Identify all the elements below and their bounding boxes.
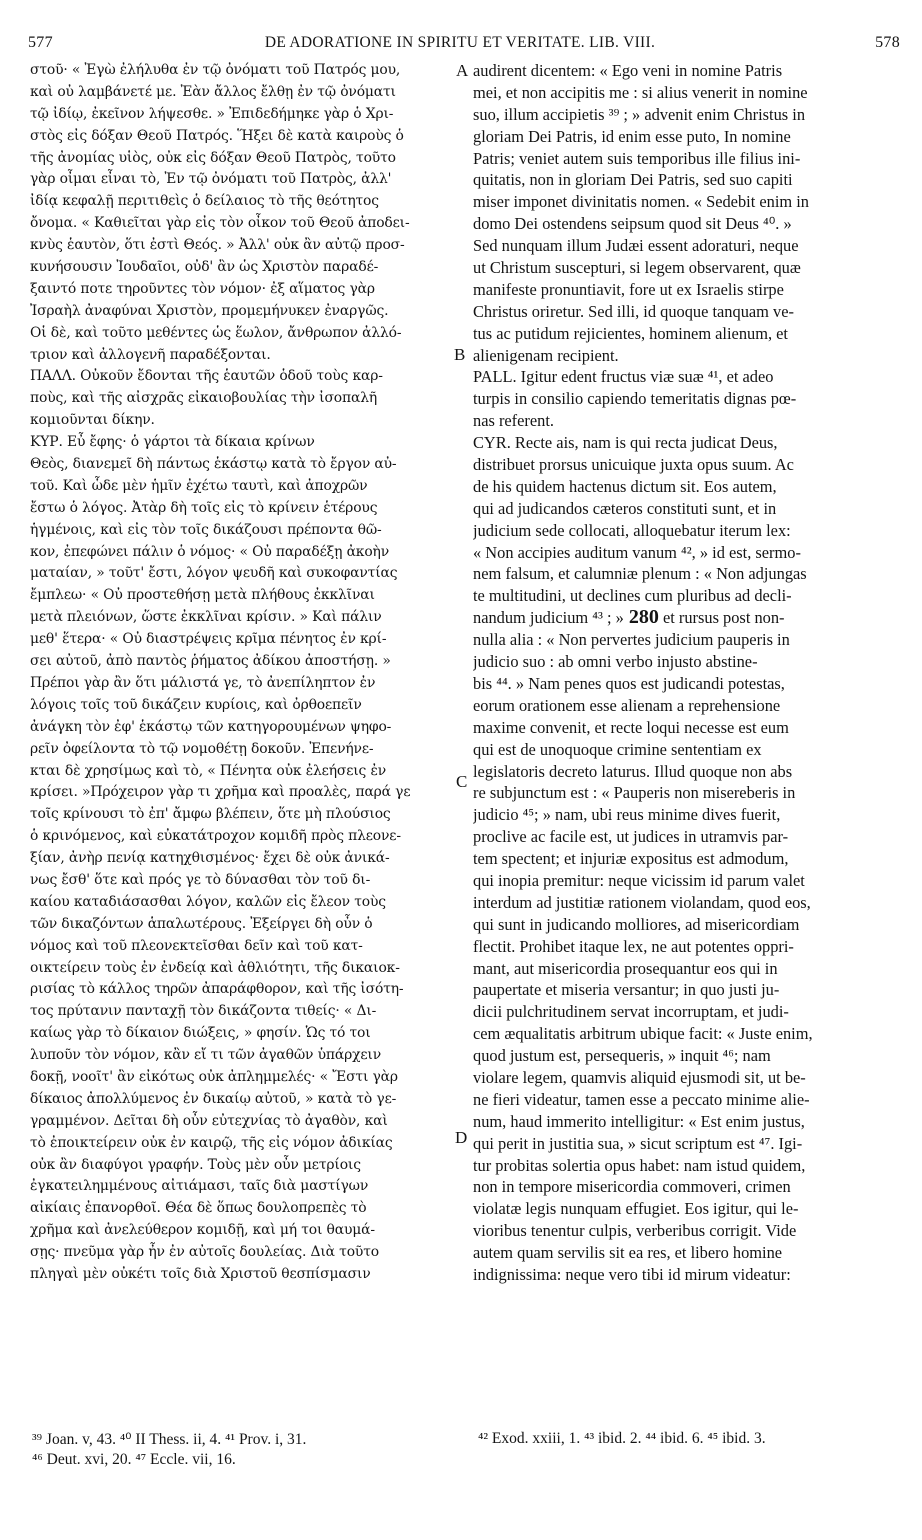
latin-text-line: eorum orationem esse alienam a reprehensione bbox=[473, 695, 781, 715]
greek-text-line: σει αὐτοῦ, ἀπὸ παντὸς ῥήματος ἀδίκου ἀποστήσῃ. » bbox=[30, 653, 391, 670]
left-page-number: 577 bbox=[28, 34, 53, 51]
greek-text-line: αἰκίαις ἐπανορθοῖ. Θέα δὲ ὅπως δουλοπρεπὲς τὸ bbox=[30, 1200, 367, 1217]
greek-text-line: ἀνάγκη τὸν ἐφ' ἑκάστῳ τῶν κατηγορουμένων ψηφο- bbox=[30, 718, 392, 735]
footnotes-right-line-1: ⁴² Exod. xxiii, 1. ⁴³ ibid. 2. ⁴⁴ ibid. 6. ⁴⁵ ibid. 3. bbox=[478, 1430, 766, 1447]
footnotes-left-line-1: ³⁹ Joan. v, 43. ⁴⁰ II Thess. ii, 4. ⁴¹ Prov. i, 31. bbox=[32, 1431, 307, 1448]
greek-text-line: ἔστω ὁ λόγος. Ἀτὰρ δὴ τοῖς εἰς τὸ κρίνειν ἑτέρους bbox=[30, 499, 378, 516]
latin-text-line: nulla alia : « Non pervertes judicium pauperis in bbox=[473, 630, 790, 650]
latin-text-line: judicio suo : ab omni verbo injusto abstine- bbox=[473, 652, 758, 672]
latin-text-line: tus ac putidum rejicientes, hominem alienum, et bbox=[473, 323, 788, 343]
latin-text-line: mant, aut misericordia prosequantur eos qui in bbox=[473, 958, 778, 978]
greek-text-line: δοκῇ, νοοῖτ' ἂν εἰκότως οὐκ ἀπλημμελές· « Ἔστι γὰρ bbox=[30, 1068, 398, 1085]
latin-text-line: indignissima: neque vero tibi id mirum videatur: bbox=[473, 1264, 791, 1284]
latin-text-line: alienigenam recipient. bbox=[473, 345, 619, 365]
greek-text-line: ὁ κρινόμενος, καὶ εὐκατάτροχον κομιδῆ πρὸς πλεονε- bbox=[30, 828, 401, 845]
greek-text-line: λυποῦν τὸν νόμον, κἂν εἴ τι τῶν ἀγαθῶν ὑπάρχειν bbox=[30, 1047, 382, 1064]
greek-text-line: ξαιντό ποτε τηροῦντες τὸν νόμον· ἐξ αἵματος γὰρ bbox=[30, 280, 375, 297]
latin-text-line: interdum ad justitiæ rationem violandam, quod eos, bbox=[473, 892, 811, 912]
latin-text-line: gloriam Dei Patris, id enim esse puto, In nomine bbox=[473, 126, 791, 146]
latin-text-line: dicii pulchritudinem servat incorruptam, et judi- bbox=[473, 1002, 789, 1022]
latin-text-line: turpis in consilio capiendo temeritatis dignas pœ- bbox=[473, 389, 797, 409]
latin-text-line: re subjunctum est : « Pauperis non misereberis in bbox=[473, 783, 796, 803]
latin-text-line: nem falsum, et calumniæ plenum : « Non adjungas bbox=[473, 564, 807, 584]
latin-text-line: mei, et non accipitis me : si alius venerit in nomine bbox=[473, 82, 808, 102]
greek-text-line: Ἰσραὴλ ἀναφύναι Χριστὸν, προμεμήνυκεν ἐναργῶς. bbox=[30, 302, 389, 319]
greek-text-line: τὸ ἐποικτείρειν οὐκ ἐν καιρῷ, τῆς εἰς νόμον ἀδικίας bbox=[30, 1134, 393, 1151]
running-title: DE ADORATIONE IN SPIRITU ET VERITATE. LIB. VIII. bbox=[264, 34, 656, 51]
greek-column bbox=[30, 60, 454, 1286]
latin-text-line: judicium sede collocati, alloquebatur iterum lex: bbox=[473, 520, 791, 540]
latin-text-line: domo Dei ostendens seipsum quod sit Deus ⁴⁰. » bbox=[473, 214, 792, 234]
greek-text-line: Θεὸς, διανεμεῖ δὴ πάντως ἑκάστῳ κατὰ τὸ ἔργον αὐ- bbox=[30, 456, 397, 473]
section-marker-b: B bbox=[454, 345, 466, 364]
latin-text-line: CYR. Recte ais, nam is qui recta judicat Deus, bbox=[473, 433, 778, 453]
greek-text-line: τοῖς κρίνουσι τὸ ἐπ' ἄμφω βλέπειν, ὅτε μὴ πλούσιος bbox=[30, 806, 391, 823]
greek-text-line: ἰδίᾳ κεφαλῇ περιτιθεὶς ὁ δείλαιος τὸ τῆς θεότητος bbox=[30, 193, 379, 210]
latin-text-line: nandum judicium ⁴³ ; » 280 et rursus post non- bbox=[473, 607, 785, 629]
greek-text-line: Πρέποι γὰρ ἂν ὅτι μάλιστά γε, τὸ ἀνεπίληπτον ἐν bbox=[30, 674, 376, 691]
latin-text-line: audirent dicentem: « Ego veni in nomine Patris bbox=[473, 61, 783, 80]
latin-text-line: nas referent. bbox=[473, 411, 554, 431]
latin-text-line: flectit. Prohibet itaque lex, ne aut potentes oppri- bbox=[473, 936, 794, 956]
latin-text-line: qui est de unoquoque crimine sententiam ex bbox=[473, 739, 762, 759]
latin-text-line: cem æqualitatis arbitrum ubique facit: « Juste enim, bbox=[473, 1024, 813, 1044]
greek-text-line: τῆς ἀνομίας υἱὸς, οὐκ εἰς δόξαν Θεοῦ Πατρὸς, τοῦτο bbox=[30, 149, 396, 166]
greek-text-line: ἡγμένοις, καὶ εἰς τὸν τοῖς δικάζουσι πρέποντα θῶ- bbox=[30, 521, 382, 538]
greek-text-line: πληγαὶ μὲν οὐκέτι τοῖς διὰ Χριστοῦ θεσπίσμασιν bbox=[30, 1265, 371, 1282]
page-header bbox=[20, 34, 900, 60]
greek-text-line: ὄνομα. « Καθιεῖται γὰρ εἰς τὸν οἶκον τοῦ Θεοῦ ἀποδει- bbox=[30, 215, 410, 232]
greek-text-line: Οἱ δὲ, καὶ τοῦτο μεθέντες ὡς ἕωλον, ἄνθρωπον ἀλλό- bbox=[30, 324, 402, 341]
latin-text-line: violare legem, quamvis aliquid ejusmodi sit, ut be- bbox=[473, 1067, 806, 1087]
greek-text-line: τοῦ. Καὶ ὧδε μὲν ἡμῖν ἐχέτω ταυτὶ, καὶ ἀποχρῶν bbox=[30, 477, 368, 494]
greek-text-line: στοῦ· « Ἐγὼ ἐλήλυθα ἐν τῷ ὀνόματι τοῦ Πατρός μου, bbox=[30, 62, 401, 78]
greek-text-line: γραμμένον. Δεῖται δὴ οὖν εὐτεχνίας τὸ ἀγαθὸν, καὶ bbox=[30, 1112, 388, 1129]
latin-text-line: paupertate et miseria versantur; in quo justi ju- bbox=[473, 980, 780, 1000]
greek-text-line: λόγοις τοῖς τοῦ δικάζειν κυρίοις, καὶ ὀρθοεπεῖν bbox=[30, 696, 362, 713]
greek-text-line: τος πρύτανιν πανταχῇ τὸν δικάζοντα τιθείς· « Δι- bbox=[30, 1003, 377, 1020]
right-page-number: 578 bbox=[875, 34, 900, 51]
greek-text-line: καίου καταδιάσασθαι λόγον, καλῶν εἰς ἔλεον τοὺς bbox=[30, 893, 386, 910]
greek-text-line: κομιοῦνται δίκην. bbox=[30, 412, 155, 429]
greek-text-line: ρεῖν ὀφείλοντα τὸ τῷ νομοθέτῃ δοκοῦν. Ἐπενήνε- bbox=[30, 740, 374, 757]
latin-text-line: vioribus tenentur culpis, verberibus corrigit. Vide bbox=[473, 1221, 797, 1241]
inline-page-number: 280 bbox=[623, 607, 659, 629]
greek-text-line: χρῆμα καὶ ἀνελεύθερον κομιδῇ, καὶ μή τοι θαυμά- bbox=[30, 1222, 375, 1239]
latin-text-line: autem quam servilis sit ea res, et libero homine bbox=[473, 1243, 783, 1263]
latin-text-line: bis ⁴⁴. » Nam penes quos est judicandi potestas, bbox=[473, 673, 785, 693]
latin-text-line: non in tempore misericordia commoveri, crimen bbox=[473, 1177, 791, 1197]
greek-text-line: οικτείρειν τοὺς ἐν ἐνδείᾳ καὶ ἀθλιότητι, τῆς δικαιοκ- bbox=[30, 959, 400, 976]
greek-text-line: στὸς εἰς δόξαν Θεοῦ Πατρός. Ἥξει δὲ κατὰ καιροὺς ὁ bbox=[30, 127, 404, 144]
latin-text-line: miser imponet divinitatis nomen. « Sedebit enim in bbox=[473, 192, 809, 212]
latin-text-line: « Non accipies auditum vanum ⁴², » id est, sermo- bbox=[473, 542, 801, 562]
section-marker-a: A bbox=[456, 61, 469, 80]
latin-text-line: tur probitas solertia opus habet: nam istud quidem, bbox=[473, 1155, 806, 1175]
latin-text-line: num, haud immerito intelligitur: « Est enim justus, bbox=[473, 1111, 805, 1131]
section-marker-d: D bbox=[455, 1128, 468, 1147]
latin-text-line: Sed nunquam illum Judæi essent adoraturi, neque bbox=[473, 236, 799, 256]
latin-text-line: qui perit in justitia sua, » sicut scriptum est ⁴⁷. Igi- bbox=[473, 1133, 803, 1153]
greek-text-line: μετὰ πλειόνων, ὥστε ἐκκλῖναι κρίσιν. » Καὶ πάλιν bbox=[30, 609, 382, 626]
greek-text-line: τριον καὶ ἀλλογενῆ παραδέξονται. bbox=[30, 346, 271, 363]
latin-text-line: suo, illum accipietis ³⁹ ; » advenit enim Christus in bbox=[473, 104, 806, 124]
greek-text-line: κνὺς ἑαυτὸν, ὅτι ἐστὶ Θεός. » Ἀλλ' οὐκ ἂν αὐτῷ προσ- bbox=[30, 237, 405, 254]
latin-text-line: ne fieri videatur, tamen esse a peccato minime alie- bbox=[473, 1089, 810, 1109]
latin-text-line: qui sunt in judicando molliores, ad misericordiam bbox=[473, 914, 800, 934]
greek-text-line: κται δὲ χρησίμως καὶ τὸ, « Πένητα οὐκ ἐλεήσεις ἐν bbox=[30, 762, 387, 779]
greek-text-line: ΚΥΡ. Εὖ ἔφης· ὁ γάρτοι τὰ δίκαια κρίνων bbox=[30, 434, 315, 451]
latin-text-line: te multitudini, ut declines cum pluribus ad decli- bbox=[473, 586, 792, 606]
greek-text-line: δίκαιος ἀπολλύμενος ἐν δικαίῳ αὐτοῦ, » κατὰ τὸ γε- bbox=[30, 1090, 397, 1107]
greek-text-line: κρίσει. »Πρόχειρον γὰρ τι χρῆμα καὶ προαλὲς, παρά γε bbox=[30, 784, 411, 801]
greek-text-line: ἐγκατειλημμένους αἰτιάμασι, ταῖς διὰ μαστίγων bbox=[30, 1178, 369, 1195]
greek-text-line: σῃς· πνεῦμα γὰρ ἦν ἐν αὐτοῖς δουλείας. Διὰ τοῦτο bbox=[30, 1244, 379, 1261]
greek-text-line: νόμος καὶ τοῦ πλεονεκτεῖσθαι δεῖν καὶ τοῦ κατ- bbox=[30, 937, 363, 954]
latin-text-line: legislatoris decreto laturus. Illud quoque non abs bbox=[473, 761, 793, 781]
latin-text-line: Patris; veniet autem suis temporibus ille filius ini- bbox=[473, 148, 801, 168]
latin-text-line: tem spectent; et injuriæ expositus est admodum, bbox=[473, 849, 789, 869]
latin-text-line: qui inopia premitur: neque vicissim id parum valet bbox=[473, 870, 805, 890]
greek-text-line: ποὺς, καὶ τῆς αἰσχρᾶς εἰκαιοβουλίας τὴν ἰσοπαλῆ bbox=[30, 390, 378, 407]
footnotes-left-line-2: ⁴⁶ Deut. xvi, 20. ⁴⁷ Eccle. vii, 16. bbox=[32, 1451, 236, 1468]
greek-text-line: τῶν δικαζόντων ἁπαλωτέρους. Ἐξείργει δὴ οὖν ὁ bbox=[30, 915, 373, 932]
greek-text-line: ΠΑΛΛ. Οὐκοῦν ἔδονται τῆς ἑαυτῶν ὁδοῦ τοὺς καρ- bbox=[30, 368, 383, 385]
latin-text-line: proclive ac facile est, ut judices in utramvis par- bbox=[473, 827, 789, 847]
greek-text-line: οὐκ ἂν διαφύγοι γραφήν. Τοὺς μὲν οὖν μετρίοις bbox=[30, 1156, 361, 1173]
greek-text-line: καὶ οὐ λαμβάνετέ με. Ἐὰν ἄλλος ἔλθῃ ἐν τῷ ὀνόματι bbox=[30, 83, 396, 100]
latin-text-line: judicio ⁴⁵; » nam, ubi reus minime dives fuerit, bbox=[473, 805, 781, 825]
latin-text-line: quitatis, non in gloriam Dei Patris, sed suo capiti bbox=[473, 170, 793, 190]
greek-text-line: τῷ ἰδίῳ, ἐκεῖνον λήψεσθε. » Ἐπιδεδήμηκε γὰρ ὁ Χρι- bbox=[30, 105, 394, 122]
greek-text-line: ματαίαν, » τοῦτ' ἔστι, λόγον ψευδῆ καὶ συκοφαντίας bbox=[30, 565, 398, 582]
latin-text-line: Christus oriretur. Sed illi, id quoque tanquam ve- bbox=[473, 301, 794, 321]
greek-text-line: κον, ἐπεφώνει πάλιν ὁ νόμος· « Οὐ παραδέξῃ ἀκοὴν bbox=[30, 543, 390, 560]
latin-text-line: ut Christum suscepturi, si legem observarent, quæ bbox=[473, 258, 801, 278]
latin-text-line: PALL. Igitur edent fructus viæ suæ ⁴¹, et adeo bbox=[473, 367, 774, 387]
greek-text-line: κυνήσουσιν Ἰουδαῖοι, οὐδ' ἂν ὡς Χριστὸν παραδέ- bbox=[30, 259, 379, 276]
greek-text-line: γὰρ οἶμαι εἶναι τὸ, Ἐν τῷ ὀνόματι τοῦ Πατρὸς, ἀλλ' bbox=[30, 171, 392, 188]
section-marker-c: C bbox=[456, 772, 468, 791]
greek-text-line: καίως γὰρ τὸ δίκαιον διώξεις, » φησίν. Ὡς τό τοι bbox=[30, 1025, 371, 1042]
latin-text-line: quod justum est, persequeris, » inquit ⁴⁶; nam bbox=[473, 1046, 771, 1066]
greek-text-line: ρισίας τὸ κάλλος τηρῶν ἀπαράφθορον, καὶ τῆς ἰσότη- bbox=[30, 981, 404, 998]
greek-text-line: ξίαν, ἀνὴρ πενίᾳ κατηχθισμένος· ἔχει δὲ οὐκ ἀνικά- bbox=[30, 850, 390, 867]
inline-page-continuation: et rursus post non- bbox=[658, 608, 785, 628]
latin-text-line: qui ad judicandos cæteros constituti sunt, et in bbox=[473, 498, 777, 518]
latin-text-line: de his quidem hactenus dictum sit. Eos autem, bbox=[473, 476, 777, 496]
latin-text-line: violatæ legis nunquam effugiet. Eos igitur, qui le- bbox=[473, 1199, 799, 1219]
greek-text-line: ἔμπλεω· « Οὐ προστεθήσῃ μετὰ πλήθους ἐκκλῖναι bbox=[30, 587, 375, 604]
latin-text-line: distribuet prorsus unicuique juxta opus suum. Ac bbox=[473, 455, 794, 475]
greek-text-line: νως ἔσθ' ὅτε καὶ πρός γε τὸ δύνασθαι τὸν τοῦ δι- bbox=[30, 871, 371, 888]
greek-text-line: μεθ' ἕτερα· « Οὐ διαστρέψεις κρῖμα πένητος ἐν κρί- bbox=[30, 631, 387, 648]
latin-text-line: maxime convenit, et recte loqui necesse est eum bbox=[473, 717, 789, 737]
latin-column bbox=[473, 60, 893, 1286]
latin-text-line: manifeste pronuntiavit, fore ut ex Israelis stirpe bbox=[473, 279, 784, 299]
